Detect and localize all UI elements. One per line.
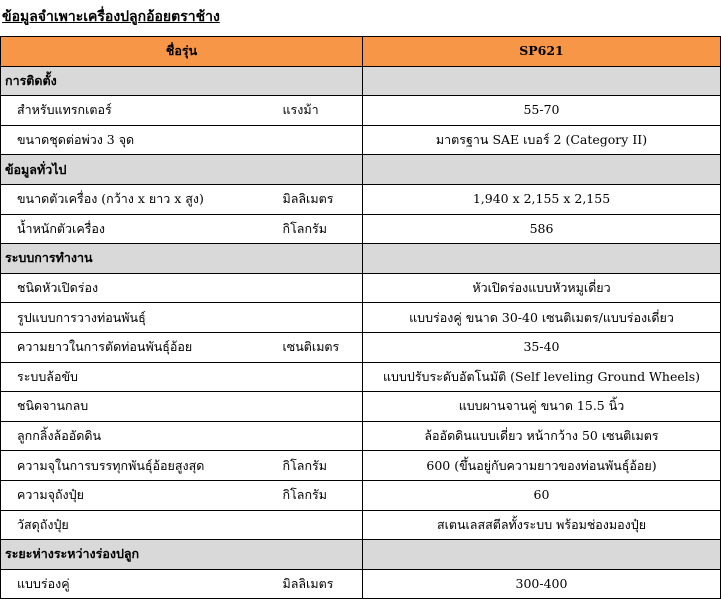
row-unit [279,392,363,422]
row-value: ล้ออัดดินแบบเดี่ยว หน้ากว้าง 50 เซนติเมตร [363,421,721,451]
model-value-cell: SP621 [363,37,721,67]
row-value: หัวเปิดร่องแบบหัวหมูเดี่ยว [363,273,721,303]
table-row [1,303,721,333]
table-row [1,362,721,392]
row-label: ชนิดจานกลบ [17,398,89,414]
row-unit: มิลลิเมตร [279,569,363,599]
row-unit [279,273,363,303]
row-label: ระบบล้อขับ [17,368,78,384]
section-title: ระยะห่างระหว่างร่องปลูก [1,540,363,570]
row-value: 600 (ขึ้นอยู่กับความยาวของท่อนพันธุ์อ้อย) [363,451,721,481]
section-empty-cell [363,155,721,185]
section-empty-cell [363,66,721,96]
row-unit [279,303,363,333]
table-row [1,125,721,155]
table-row [1,451,721,481]
row-unit [279,125,363,155]
row-label: ชนิดหัวเปิดร่อง [17,280,99,296]
row-value: แบบปรับระดับอัตโนมัติ (Self leveling Ground Wheels) [363,362,721,392]
row-label: ความจุถังปุ๋ย [17,487,84,503]
table-row [1,421,721,451]
row-unit: เซนติเมตร [279,332,363,362]
row-unit: กิโลกรัม [279,214,363,244]
row-label: ความจุในการบรรทุกพันธุ์อ้อยสูงสุด [17,457,205,473]
table-row [1,96,721,126]
row-label: ขนาดตัวเครื่อง (กว้าง x ยาว x สูง) [17,191,204,207]
row-unit [279,362,363,392]
row-label: สำหรับแทรกเตอร์ [17,102,112,118]
table-row [1,392,721,422]
row-label: ขนาดชุดต่อพ่วง 3 จุด [17,132,135,148]
section-title: การติดตั้ง [1,66,363,96]
row-unit: กิโลกรัม [279,480,363,510]
row-value: 35-40 [363,332,721,362]
row-value: แบบร่องคู่ ขนาด 30-40 เซนติเมตร/แบบร่องเดี่ยว [363,303,721,333]
row-value: สเตนเลสสตีลทั้งระบบ พร้อมช่องมองปุ๋ย [363,510,721,540]
table-row [1,332,721,362]
row-unit: แรงม้า [279,96,363,126]
row-label: แบบร่องคู่ [17,575,70,591]
row-label: วัสดุถังปุ๋ย [17,516,69,532]
row-value: แบบผานจานคู่ ขนาด 15.5 นิ้ว [363,392,721,422]
table-row [1,214,721,244]
model-label-cell: ชื่อรุ่น [1,37,363,67]
row-unit: มิลลิเมตร [279,184,363,214]
row-value: 1,940 x 2,155 x 2,155 [363,184,721,214]
table-row [1,569,721,599]
row-label: รูปแบบการวางท่อนพันธุ์ [17,309,146,325]
row-label: น้ำหนักตัวเครื่อง [17,220,106,236]
section-row-spacing [1,540,721,570]
section-empty-cell [363,244,721,274]
table-row [1,510,721,540]
section-title: ระบบการทำงาน [1,244,363,274]
row-value: 55-70 [363,96,721,126]
section-row-operation [1,244,721,274]
section-empty-cell [363,540,721,570]
table-row [1,273,721,303]
row-unit [279,421,363,451]
table-row [1,184,721,214]
row-unit: กิโลกรัม [279,451,363,481]
row-value: 586 [363,214,721,244]
page-title: ข้อมูลจำเพาะเครื่องปลูกอ้อยตราช้าง [2,9,220,25]
row-value: มาตรฐาน SAE เบอร์ 2 (Category II) [363,125,721,155]
row-label: ความยาวในการตัดท่อนพันธุ์อ้อย [17,339,193,355]
section-row-general [1,155,721,185]
section-title: ข้อมูลทั่วไป [1,155,363,185]
row-value: 60 [363,480,721,510]
spec-table [0,36,721,599]
header-row [1,37,721,67]
section-row-installation [1,66,721,96]
table-row [1,480,721,510]
row-label: ลูกกลิ้งล้ออัดดิน [17,428,102,444]
row-value: 300-400 [363,569,721,599]
row-unit [279,510,363,540]
